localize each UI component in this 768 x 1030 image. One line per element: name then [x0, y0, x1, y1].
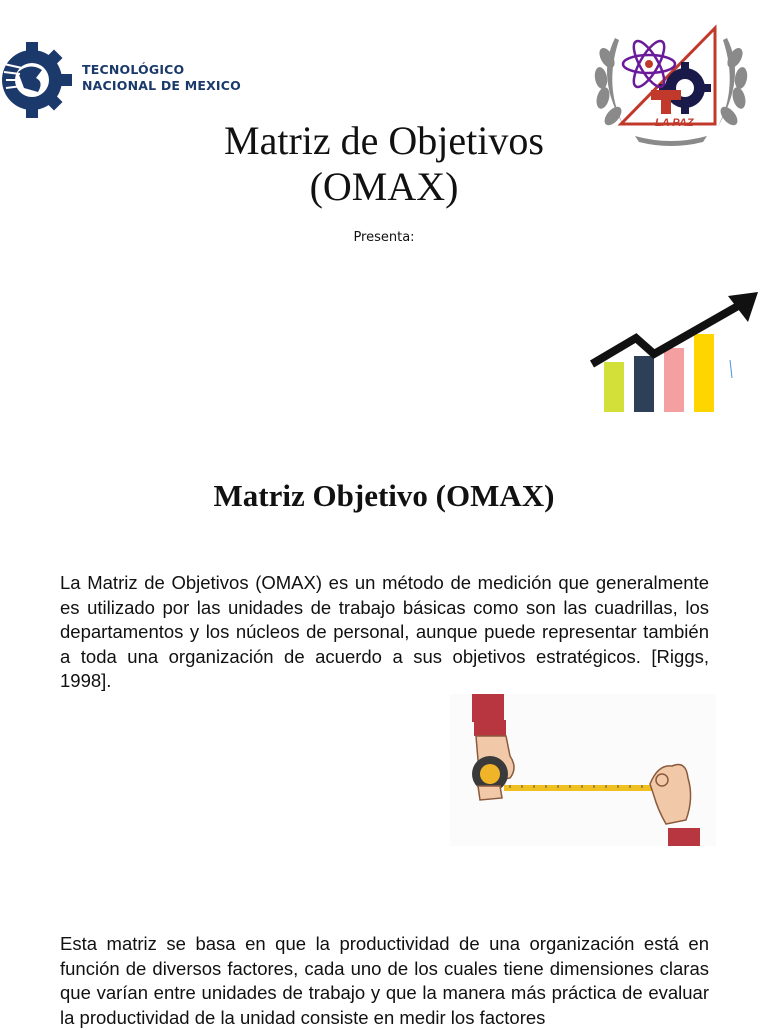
- paragraph-1: La Matriz de Objetivos (OMAX) es un método de medición que generalmente es utilizado por las unidades de trabajo básicas como son las cuadrillas, los departamentos y los núcleos de personal, aunque puede representar también a toda una organización de acuerdo a sus objetivos estratégicos. [Riggs, 1998].: [60, 572, 709, 691]
- itlp-logo-text: LA PAZ: [655, 117, 694, 129]
- page-title-line1: Matriz de Objetivos: [224, 118, 544, 163]
- tecnm-gear-logo-icon: [0, 22, 80, 132]
- growth-chart-icon: [588, 290, 760, 414]
- tecnm-logo-text: [82, 62, 241, 94]
- tecnm-logo-line2: NACIONAL DE MEXICO: [82, 78, 241, 93]
- measuring-tape-icon: [450, 694, 716, 846]
- page-title-line2: (OMAX): [309, 164, 459, 209]
- presenta-label: Presenta:: [353, 230, 415, 245]
- paragraph-2: Esta matriz se basa en que la productividad de una organización está en función de diversos factores, cada uno de los cuales tiene dimensiones claras que varían entre unidades de trabajo y que la manera más práctica de evaluar la productividad de la unidad consiste en medir los factores: [60, 933, 709, 1028]
- tecnm-logo-line1: TECNOLÓGICO: [82, 62, 185, 77]
- section-title: Matriz Objetivo (OMAX): [213, 478, 555, 513]
- page-title: [0, 118, 768, 210]
